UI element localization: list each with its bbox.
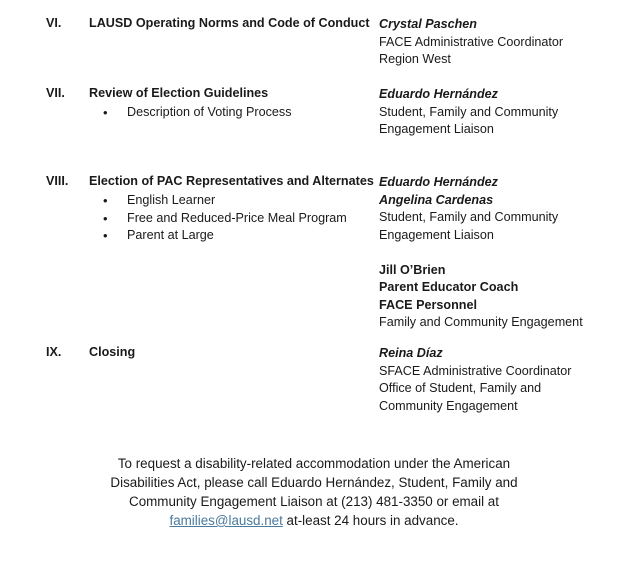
notice-line-rest: at-least 24 hours in advance. xyxy=(282,513,459,528)
email-link[interactable]: families@lausd.net xyxy=(169,513,283,528)
presenter-name: Eduardo Hernández xyxy=(379,175,498,189)
presenter-name: Angelina Cardenas xyxy=(379,192,494,207)
presenter-role: Region West xyxy=(379,52,451,66)
list-item: • English Learner xyxy=(89,192,347,210)
list-item: • Parent at Large xyxy=(89,227,347,245)
notice-line: To request a disability-related accommodation under the American xyxy=(117,456,511,471)
presenter-block xyxy=(379,86,558,139)
presenter-block xyxy=(379,345,572,415)
presenter-role: Office of Student, Family and xyxy=(379,381,542,395)
item-title: Review of Election Guidelines xyxy=(89,86,269,100)
presenter-role: Family and Community Engagement xyxy=(379,315,583,329)
presenter-role: Engagement Liaison xyxy=(379,122,494,136)
presenter-role: Student, Family and Community xyxy=(379,104,559,119)
notice-line: Community Engagement Liaison at (213) 481-3350 or email at xyxy=(129,494,499,509)
presenter-role: Engagement Liaison xyxy=(379,227,494,242)
list-item: • Free and Reduced-Price Meal Program xyxy=(89,210,347,228)
item-number: VI. xyxy=(46,16,62,30)
presenter-name: Eduardo Hernández xyxy=(379,87,498,101)
notice-line: Disabilities Act, please call Eduardo Hernández, Student, Family and xyxy=(110,475,518,490)
list-item: • Description of Voting Process xyxy=(89,104,292,122)
presenter-role: Student, Family and Community xyxy=(379,210,559,224)
item-number: IX. xyxy=(46,345,62,359)
presenter-name: Crystal Paschen xyxy=(379,17,478,31)
item-title: Election of PAC Representatives and Alternates xyxy=(89,174,374,188)
accommodation-notice xyxy=(70,454,558,530)
presenter-role: Community Engagement xyxy=(379,398,518,413)
presenter-name: Jill O’Brien xyxy=(379,262,446,277)
item-title: Closing xyxy=(89,345,136,359)
presenter-role: SFACE Administrative Coordinator xyxy=(379,363,572,378)
presenter-title: Parent Educator Coach xyxy=(379,280,519,294)
bullet-list xyxy=(89,192,347,245)
presenter-block xyxy=(379,16,563,69)
item-number: VII. xyxy=(46,86,65,100)
notice-line xyxy=(70,511,558,530)
presenter-title: FACE Personnel xyxy=(379,297,477,312)
item-title: LAUSD Operating Norms and Code of Conduct xyxy=(89,16,370,30)
presenter-role: FACE Administrative Coordinator xyxy=(379,34,564,49)
presenter-block xyxy=(379,174,583,332)
presenter-name: Reina Díaz xyxy=(379,346,443,360)
item-number: VIII. xyxy=(46,174,69,188)
bullet-list xyxy=(89,104,292,122)
spacer xyxy=(379,244,583,262)
